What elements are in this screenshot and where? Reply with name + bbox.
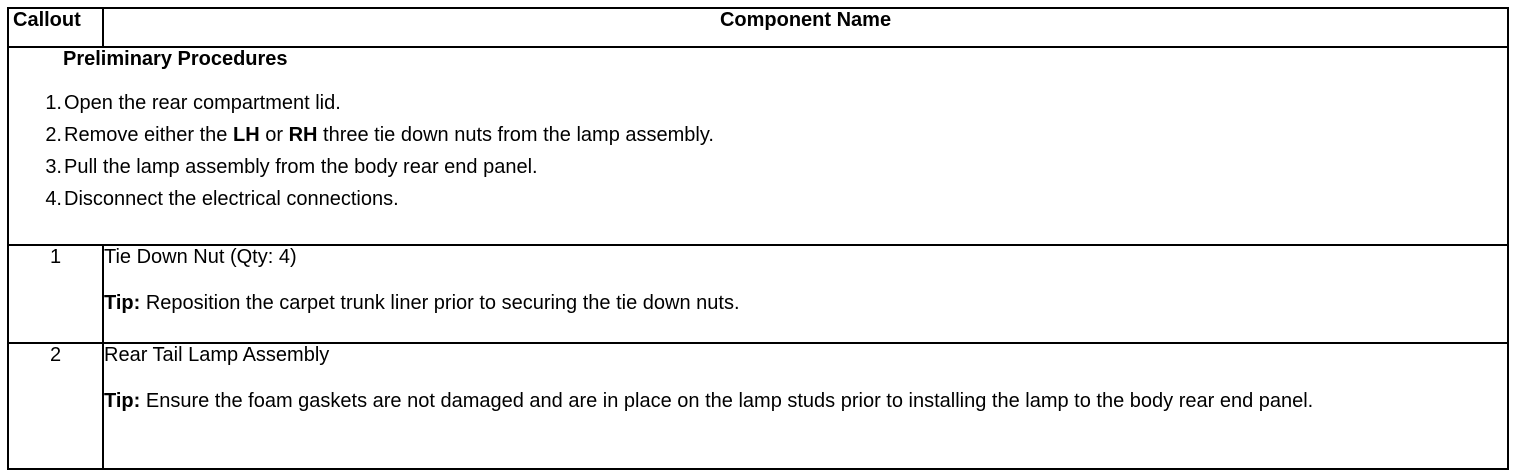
step-text	[64, 124, 714, 156]
tip-text	[104, 292, 1507, 315]
step-text-bold: LH	[232, 124, 260, 146]
preliminary-title: Preliminary Procedures	[63, 48, 288, 70]
component-cell	[103, 245, 1508, 343]
step-number: 3.	[45, 156, 62, 178]
list-item	[9, 92, 1507, 124]
step-text-part: Remove either the	[64, 124, 233, 146]
step-text: Open the rear compartment lid.	[64, 92, 341, 114]
tip-text	[104, 390, 1507, 413]
step-number: 4.	[45, 188, 62, 210]
table-row	[8, 245, 1508, 343]
list-item	[9, 124, 1507, 156]
callout-header: Callout	[8, 8, 103, 47]
preliminary-steps	[9, 92, 1507, 220]
callout-number: 1	[8, 245, 103, 343]
tip-label: Tip:	[104, 390, 141, 412]
procedure-sheet	[7, 7, 1507, 467]
step-text-part: three tie down nuts from the lamp assembly.	[317, 124, 714, 146]
preliminary-row	[8, 47, 1508, 245]
step-text-bold: RH	[288, 124, 318, 146]
tip-label: Tip:	[104, 292, 141, 314]
list-item	[9, 156, 1507, 188]
preliminary-cell	[8, 47, 1508, 245]
table-row	[8, 343, 1508, 469]
tip-body: Ensure the foam gaskets are not damaged and are in place on the lamp studs prior to installing the lamp to the body rear end panel.	[140, 390, 1314, 412]
step-number: 2.	[45, 124, 62, 146]
step-text: Pull the lamp assembly from the body rear end panel.	[64, 156, 538, 178]
step-text-part: or	[259, 124, 289, 146]
step-number: 1.	[45, 92, 62, 114]
step-text: Disconnect the electrical connections.	[64, 188, 399, 210]
component-name-header: Component Name	[103, 8, 1508, 47]
component-cell	[103, 343, 1508, 469]
component-name: Rear Tail Lamp Assembly	[104, 344, 330, 366]
header-row	[8, 8, 1508, 47]
component-table	[7, 7, 1509, 470]
callout-number: 2	[8, 343, 103, 469]
list-item	[9, 188, 1507, 220]
tip-body: Reposition the carpet trunk liner prior to securing the tie down nuts.	[140, 292, 740, 314]
component-name: Tie Down Nut (Qty: 4)	[104, 246, 297, 268]
